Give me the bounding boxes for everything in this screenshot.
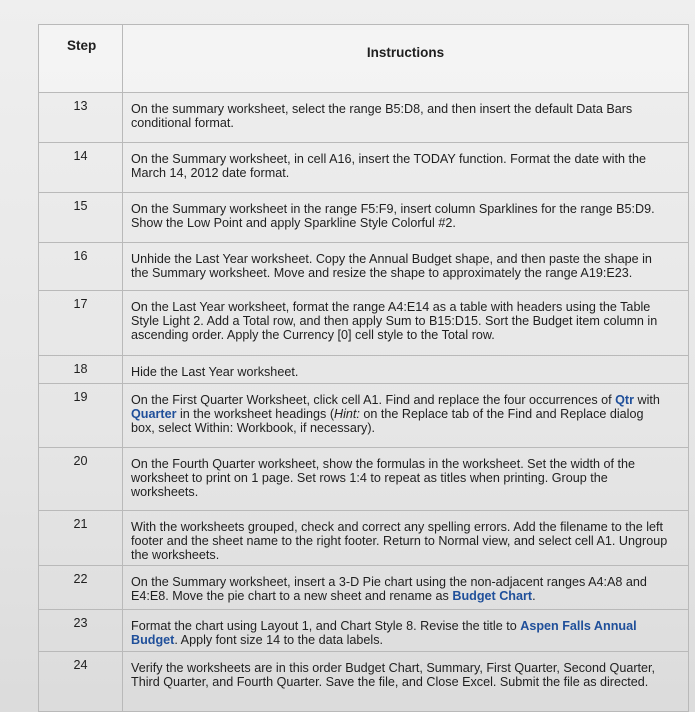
instructions-table (38, 24, 689, 712)
step-number: 20 (39, 448, 123, 511)
quarter-term: Quarter (131, 407, 177, 421)
table-row (39, 193, 689, 243)
hint-label: Hint: (334, 407, 360, 421)
instruction-text: Verify the worksheets are in this order Budget Chart, Summary, First Quarter, Second Quarter, Third Quarter, and Fourth Quarter. Save the file, and Close Excel. Submit the file as directed. (123, 652, 689, 712)
step-column-header: Step (39, 25, 123, 93)
instruction-text: Format the chart using Layout 1, and Chart Style 8. Revise the title to Aspen Falls Annual Budget. Apply font size 14 to the data labels. (123, 610, 689, 652)
table-row (39, 448, 689, 511)
step-number: 22 (39, 566, 123, 610)
table-row (39, 143, 689, 193)
table-row (39, 93, 689, 143)
instruction-text: On the Fourth Quarter worksheet, show the formulas in the worksheet. Set the width of the worksheet to print on 1 page. Set rows 1:4 to repeat as titles when printing. Group the worksheets. (123, 448, 689, 511)
step-number: 15 (39, 193, 123, 243)
step-number: 21 (39, 511, 123, 566)
table-row (39, 652, 689, 712)
instruction-text: On the summary worksheet, select the range B5:D8, and then insert the default Data Bars conditional format. (123, 93, 689, 143)
table-row (39, 511, 689, 566)
instruction-text: On the Summary worksheet, insert a 3-D Pie chart using the non-adjacent ranges A4:A8 and E4:E8. Move the pie chart to a new sheet and rename as Budget Chart. (123, 566, 689, 610)
instruction-text: On the First Quarter Worksheet, click cell A1. Find and replace the four occurrences of Qtr with Quarter in the worksheet headings (Hint: on the Replace tab of the Find and Replace dialog box, select Within: Workbook, if necessary). (123, 384, 689, 448)
table-row (39, 566, 689, 610)
instruction-text: On the Summary worksheet, in cell A16, insert the TODAY function. Format the date with the March 14, 2012 date format. (123, 143, 689, 193)
budget-chart-term: Budget Chart (452, 589, 533, 603)
table-row (39, 291, 689, 356)
table-row (39, 356, 689, 384)
step-number: 19 (39, 384, 123, 448)
instructions-column-header: Instructions (123, 25, 689, 93)
step-number: 18 (39, 356, 123, 384)
chart-title-term: Aspen Falls Annual Budget (131, 619, 637, 647)
header-row (39, 25, 689, 93)
instruction-text: On the Last Year worksheet, format the range A4:E14 as a table with headers using the Table Style Light 2. Add a Total row, and then apply Sum to B15:D15. Sort the Budget item column in ascending order. Apply the Currency [0] cell style to the Total row. (123, 291, 689, 356)
step-number: 24 (39, 652, 123, 712)
instruction-text: Unhide the Last Year worksheet. Copy the Annual Budget shape, and then paste the shape in the Summary worksheet. Move and resize the shape to approximately the range A19:E23. (123, 243, 689, 291)
step-number: 23 (39, 610, 123, 652)
step-number: 16 (39, 243, 123, 291)
qtr-term: Qtr (615, 393, 635, 407)
step-number: 13 (39, 93, 123, 143)
instruction-text: Hide the Last Year worksheet. (123, 356, 689, 384)
step-number: 14 (39, 143, 123, 193)
table-row (39, 243, 689, 291)
instruction-text: With the worksheets grouped, check and correct any spelling errors. Add the filename to the left footer and the sheet name to the right footer. Return to Normal view, and select cell A1. Ungroup the worksheets. (123, 511, 689, 566)
instruction-text: On the Summary worksheet in the range F5:F9, insert column Sparklines for the range B5:D9. Show the Low Point and apply Sparkline Style Colorful #2. (123, 193, 689, 243)
table-row (39, 384, 689, 448)
step-number: 17 (39, 291, 123, 356)
table-row (39, 610, 689, 652)
